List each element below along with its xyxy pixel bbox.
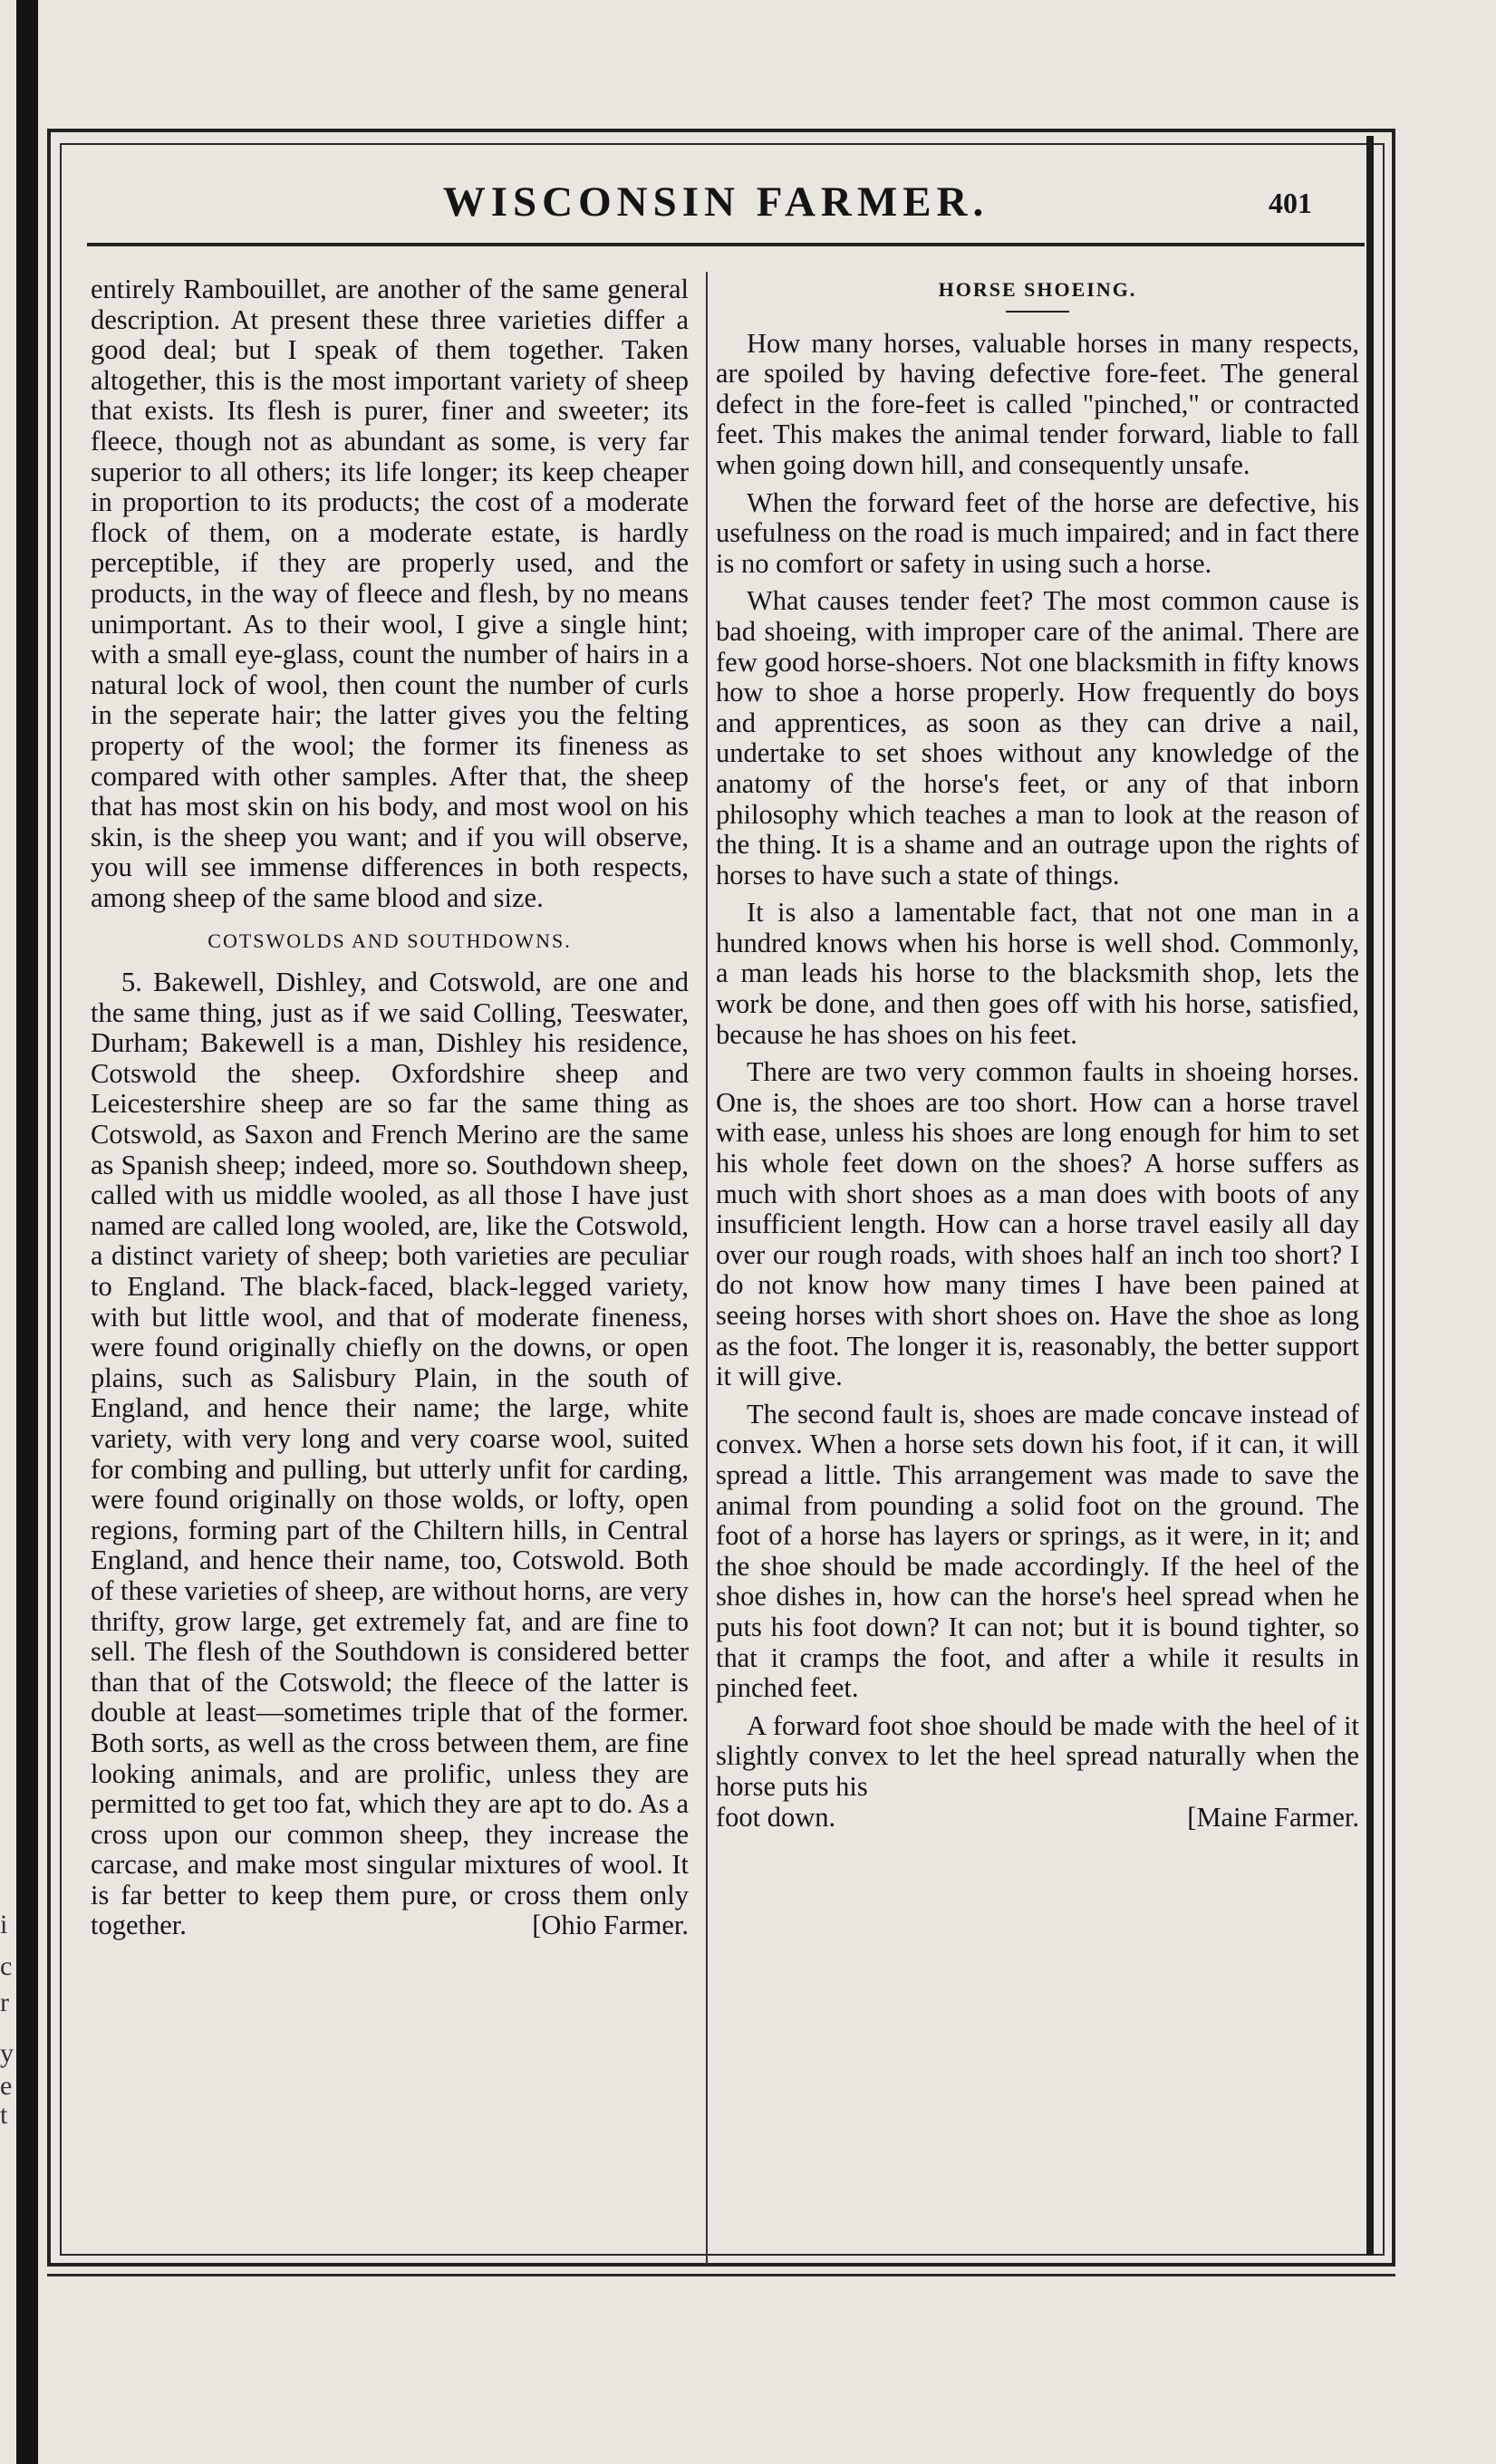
article-paragraph: When the forward feet of the horse are defective, his usefulness on the road is much impaired; and in fact there is no comfort or safety in using such a horse. (716, 486, 1359, 579)
edge-fragment: r (0, 1988, 9, 2017)
bottom-rule (47, 2274, 1395, 2276)
section-heading: COTSWOLDS AND SOUTHDOWNS. (208, 929, 572, 953)
header-rule (87, 243, 1365, 246)
edge-fragment: c (0, 1951, 13, 1981)
continued-article-text: entirely Rambouillet, are another of the same general description. At present these three varieties differ a good deal; but I speak of them together. Taken altogether, this is the most important variety of sheep that exists. Its flesh is purer, finer and sweeter; its fleece, though not as abundant as some, is very far superior to all others; its life longer; its keep cheaper in proportion to its products; the cost of a moderate flock of them, on a moderate estate, is hardly perceptible, if they are properly used, and the products, in the way of fleece and flesh, by no means unimportant. As to their wool, I give a single hint; with a small eye-glass, count the number of hairs in a natural lock of wool, then count the number of curls in the seperate hair; the latter gives you the felting property of the wool; the former its fineness as compared with other samples. After that, the sheep that has most skin on his body, and most wool on his skin, is the sheep you want; and if you will observe, you will see immense differences in both respects, among sheep of the same blood and size. (91, 274, 689, 913)
article-paragraph: The second fault is, shoes are made concave instead of convex. When a horse sets down his foot, if it can, it will spread a little. This arrangement was made to save the animal from pounding a solid foot on the ground. The foot of a horse has layers or springs, as it were, in it; and the shoe should be made accordingly. If the heel of the shoe dishes in, how can the horse's heel spread when he puts his foot down? It can not; but it is bound tighter, so that it cramps the foot, and after a while it results in pinched feet. (716, 1398, 1359, 1704)
article-paragraph: There are two very common faults in shoeing horses. One is, the shoes are too short. How can a horse travel with ease, unless his shoes are long enough for him to set his whole feet down on the shoes? A horse suffers as much with short shoes as a man does with boots of any insufficient length. How can a horse travel easily all day over our rough roads, with shoes half an inch too short? I do not know how many times I have been pained at seeing horses with short shoes on. Have the shoe as long as the foot. The longer it is, reasonably, the better support it will give. (716, 1056, 1359, 1392)
article-paragraph (91, 967, 689, 1941)
edge-fragment: t (0, 2100, 8, 2130)
edge-fragment: i (0, 1910, 8, 1939)
column-divider (706, 272, 708, 2265)
page-border-rule (1366, 136, 1374, 2256)
page-number: 401 (1269, 187, 1312, 219)
edge-fragment: e (0, 2071, 13, 2101)
article-paragraph: How many horses, valuable horses in many respects, are spoiled by having defective fore-feet. The general defect in the fore-feet is called "pinched," or contracted feet. This makes the animal tender forward, liable to fall when going down hill, and consequently unsafe. (716, 327, 1359, 480)
masthead-title: WISCONSIN FARMER. (442, 178, 989, 226)
left-column (91, 274, 689, 1941)
article-title: HORSE SHOEING. (938, 278, 1137, 301)
binding-gutter (16, 0, 38, 2464)
edge-fragment: y (0, 2038, 14, 2068)
source-attribution: [Ohio Farmer. (532, 1910, 689, 1941)
title-rule (1006, 311, 1069, 313)
article-paragraph: It is also a lamentable fact, that not one man in a hundred knows when his horse is well shod. Commonly, a man leads his horse to the blacksmith shop, lets the work be done, and then goes off with his horse, satisfied, because he has shoes on his feet. (716, 897, 1359, 1050)
source-attribution: [Maine Farmer. (1187, 1801, 1359, 1833)
closing-line (716, 1803, 1359, 1834)
closing-text: foot down. (716, 1801, 836, 1833)
article-body: 5. Bakewell, Dishley, and Cotswold, are one and the same thing, just as if we said Colling, Teeswater, Durham; Bakewell is a man, Dishley his residence, Cotswold the sheep. Oxfordshire sheep and Leicestershire sheep are so far the same thing as Cotswold, as Saxon and French Merino are the same as Spanish sheep; indeed, more so. Southdown sheep, called with us middle wooled, as all those I have just named are called long wooled, are, like the Cotswold, a distinct variety of sheep; both varieties are peculiar to England. The black-faced, black-legged variety, with but little wool, and that of moderate fineness, were found originally chiefly on the downs, or open plains, such as Salisbury Plain, in the south of England, and hence their name; the large, white variety, with very long and very coarse wool, suited for combing and pulling, but utterly unfit for carding, were found originally on those wolds, or lofty, open regions, forming part of the Chiltern hills, in Central England, and hence their name, too, Cotswold. Both of these varieties of sheep, are without horns, are very thrifty, grow large, get extremely fat, and are fine to sell. The flesh of the Southdown is considered better than that of the Cotswold; the fleece of the latter is double at least—sometimes triple that of the former. Both sorts, as well as the cross between them, are fine looking animals, and are prolific, unless they are permitted to get too fat, which they are apt to do. As a cross upon our common sheep, they increase the carcase, and make most singular mixtures of wool. It is far better to keep them pure, or cross them only together. (91, 967, 689, 1941)
article-paragraph: What causes tender feet? The most common cause is bad shoeing, with improper care of the animal. There are few good horse-shoers. Not one blacksmith in fifty knows how to shoe a horse properly. How frequently do boys and apprentices, as soon as they can drive a nail, undertake to set shoes without any knowledge of the anatomy of the horse's feet, or any of that inborn philosophy which teaches a man to look at the reason of the thing. It is a shame and an outrage upon the rights of horses to have such a state of things. (716, 585, 1359, 890)
article-paragraph: A forward foot shoe should be made with the heel of it slightly convex to let the heel spread naturally when the horse puts his (716, 1709, 1359, 1802)
right-column (716, 274, 1359, 1833)
